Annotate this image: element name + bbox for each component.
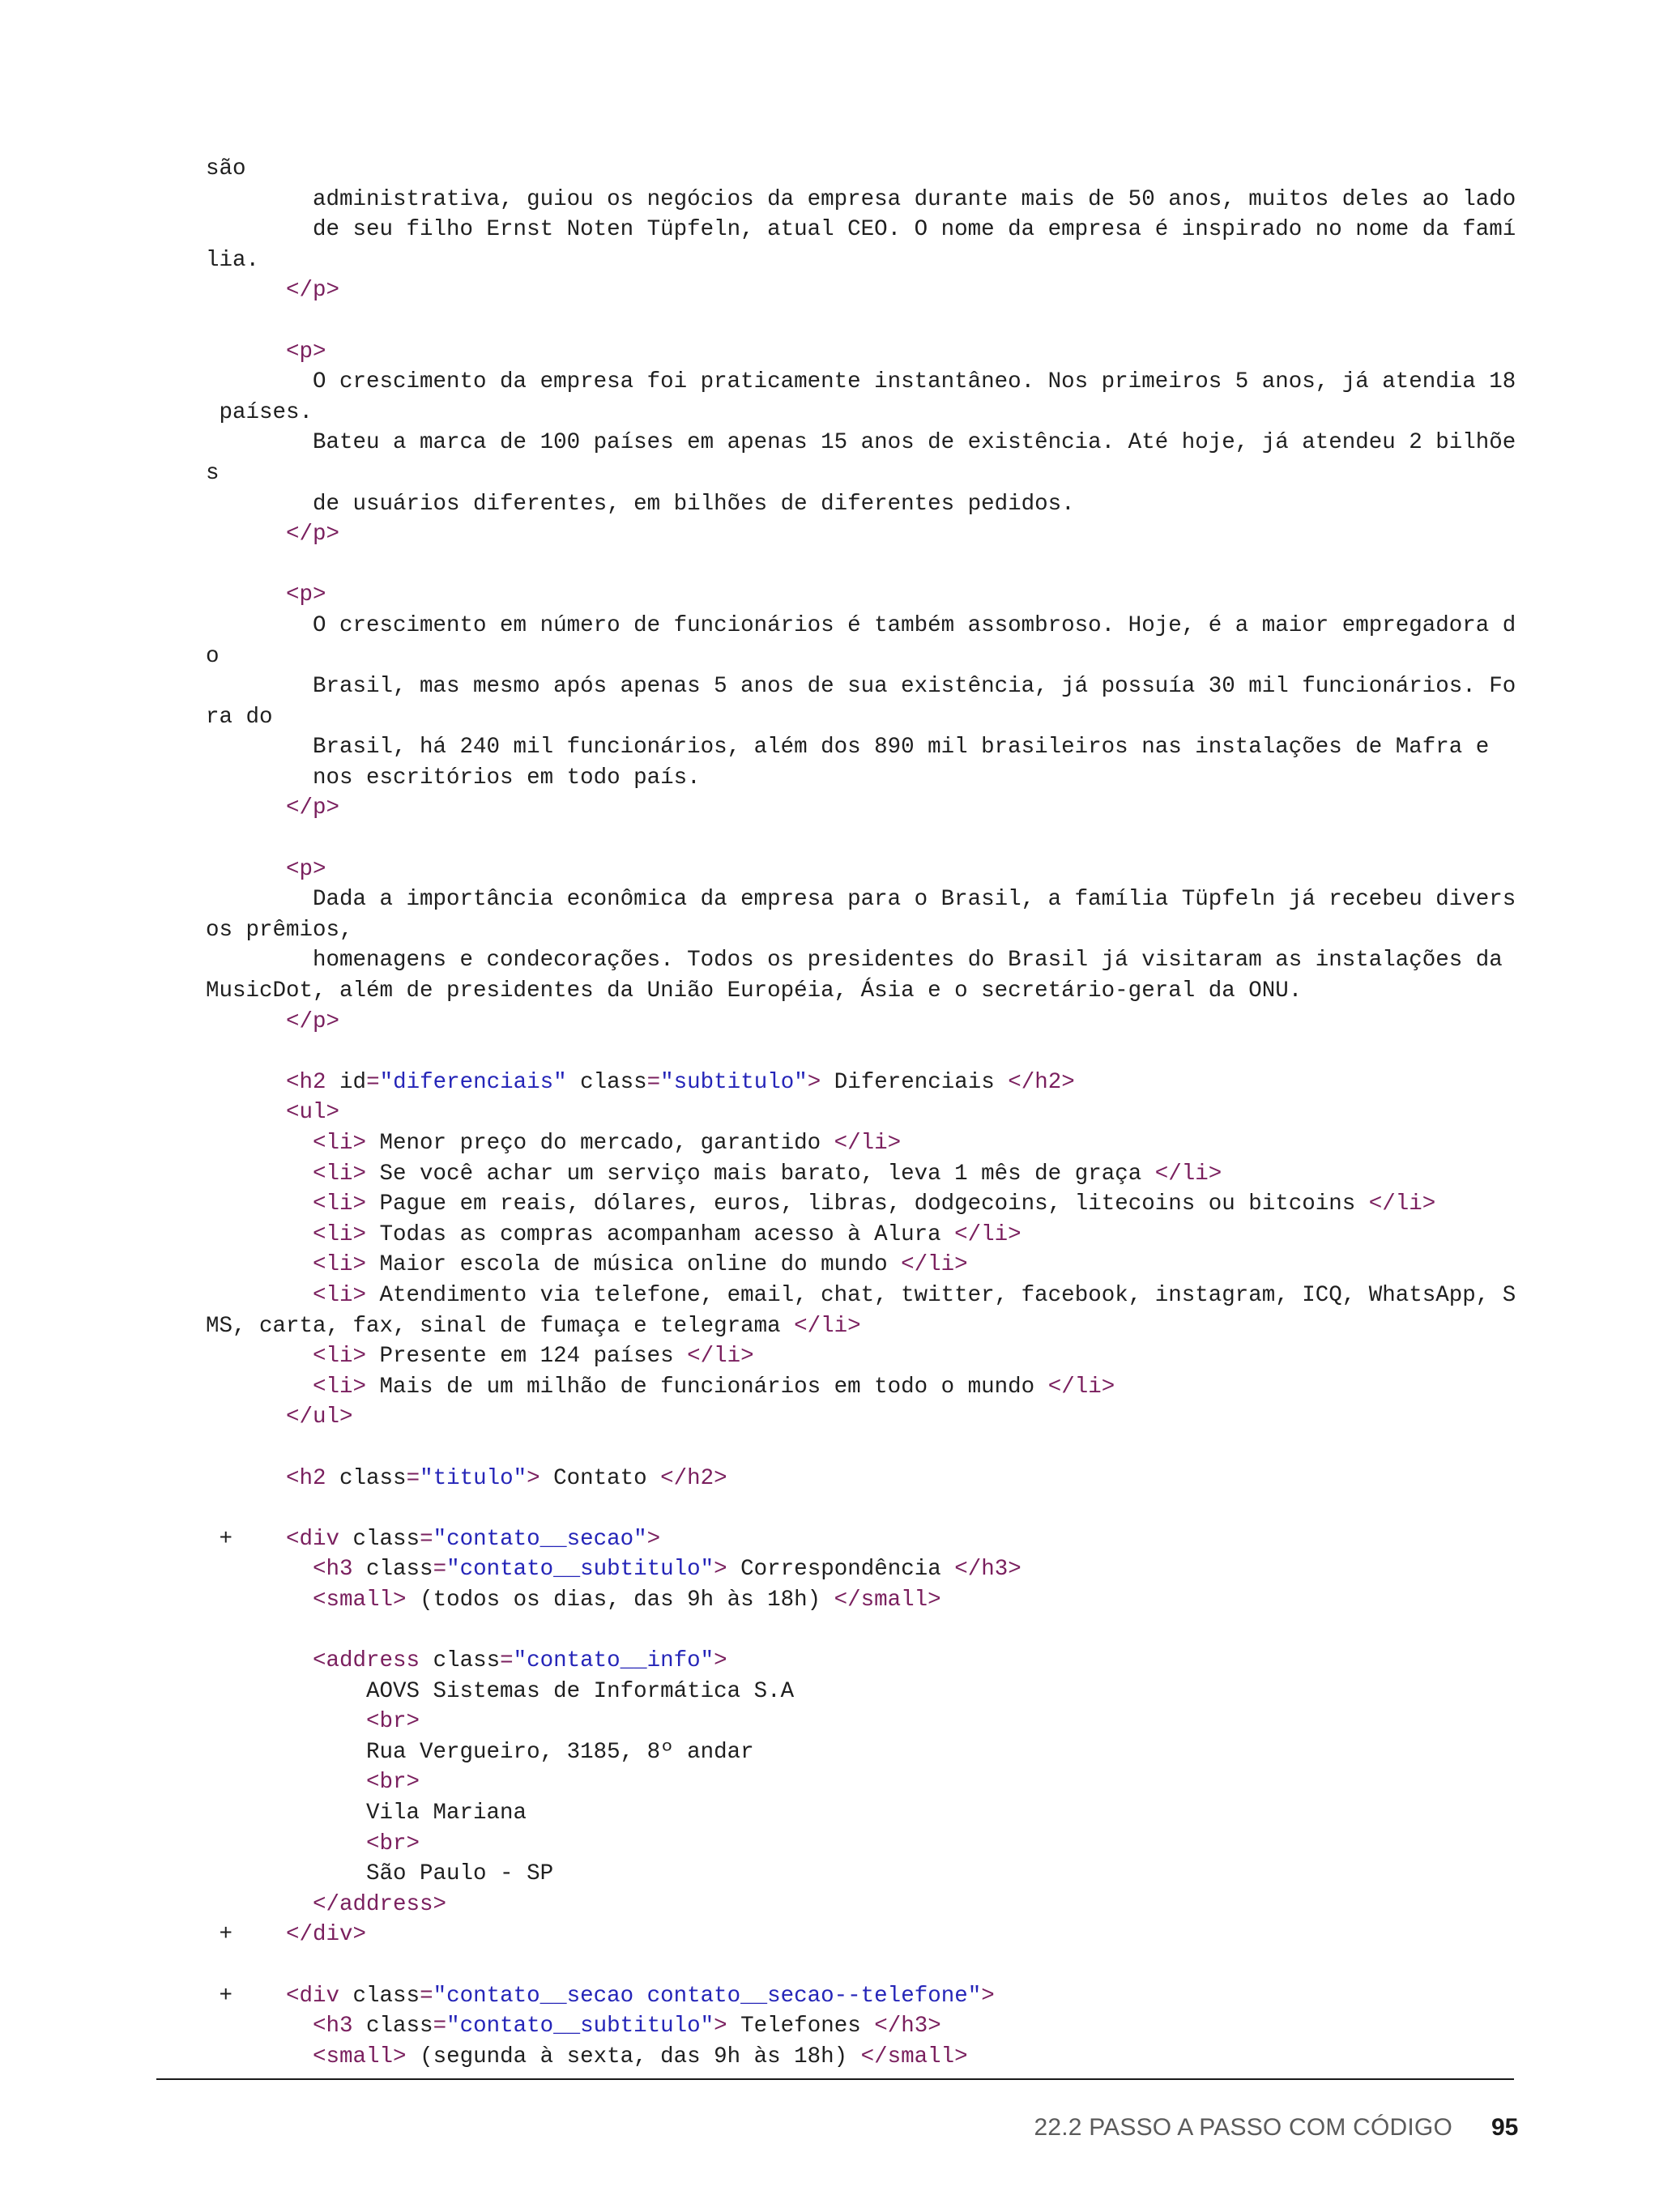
code-tag-token: = [366, 1069, 380, 1095]
code-tag-token: > [807, 1069, 821, 1095]
code-tag-token: <li> [313, 1374, 367, 1400]
code-text-token: (todos os dias, das 9h às 18h) [406, 1587, 834, 1613]
code-text-token: Pague em reais, dólares, euros, libras, dodgecoins, litecoins ou bitcoins [366, 1191, 1369, 1217]
code-text-token [206, 1100, 286, 1125]
code-text-token [206, 1831, 366, 1856]
code-line [206, 1920, 1534, 1950]
code-line [206, 1250, 1534, 1281]
code-text-token [206, 1892, 313, 1917]
code-text-token [206, 1709, 366, 1734]
code-line [206, 1281, 1534, 1311]
code-tag-token: > [527, 1465, 540, 1491]
code-text-token: MusicDot, além de presidentes da União Européia, Ásia e o secretário-geral da ONU. [206, 978, 1303, 1004]
code-text-token: class [566, 1069, 647, 1095]
code-tag-token: <div [286, 1526, 340, 1552]
code-tag-token: </li> [834, 1131, 902, 1156]
code-line [206, 611, 1534, 641]
code-line [206, 671, 1534, 702]
code-text-token: Dada a importância econômica da empresa para o Brasil, a família Tüpfeln já recebeu divers [206, 887, 1516, 913]
code-tag-token: <h3 [313, 1557, 353, 1583]
code-line [206, 2011, 1534, 2042]
code-tag-token: </li> [1047, 1374, 1115, 1400]
code-line [206, 1402, 1534, 1433]
code-text-token: países. [206, 399, 313, 425]
code-tag-token: </ul> [286, 1404, 353, 1430]
code-text-token: s [206, 460, 220, 486]
code-tag-token: </p> [286, 1008, 340, 1034]
code-line [206, 1128, 1534, 1159]
code-text-token [206, 1770, 366, 1795]
code-text-token: Correspondência [727, 1557, 955, 1583]
code-text-token: homenagens e condecorações. Todos os presidentes do Brasil já visitaram as instalações da [206, 948, 1503, 974]
code-tag-token: </small> [860, 2044, 968, 2069]
code-text-token: nos escritórios em todo país. [206, 765, 701, 791]
code-text-token [206, 2044, 313, 2069]
code-tag-token: <h3 [313, 2014, 353, 2039]
code-tag-token: <li> [313, 1221, 367, 1247]
code-line [206, 489, 1534, 520]
code-text-token: (segunda à sexta, das 9h às 18h) [406, 2044, 861, 2069]
code-line [206, 1341, 1534, 1372]
code-line [206, 1159, 1534, 1190]
code-text-token: Brasil, mas mesmo após apenas 5 anos de sua existência, já possuía 30 mil funcionários. Fo [206, 674, 1516, 700]
code-text-token: de seu filho Ernst Noten Tüpfeln, atual CEO. O nome da empresa é inspirado no nome da famí [206, 217, 1516, 243]
code-line [206, 1554, 1534, 1585]
code-line [206, 1097, 1534, 1128]
code-text-token: AOVS Sistemas de Informática S.A [206, 1678, 795, 1704]
code-text-token: + [206, 1983, 287, 2009]
code-text-token [206, 857, 286, 882]
code-text-token [206, 1191, 313, 1217]
code-text-token [206, 1070, 286, 1095]
code-tag-token: </h2> [660, 1465, 727, 1491]
code-line [206, 1981, 1534, 2012]
code-text-token [206, 582, 286, 607]
code-text-token: Telefones [727, 2014, 875, 2039]
code-text-token [206, 278, 286, 303]
code-text-token: lia. [206, 247, 260, 273]
code-text-token: class [339, 1983, 420, 2009]
code-text-token: o [206, 643, 220, 669]
code-tag-token: <p> [286, 339, 326, 364]
code-line [206, 1677, 1534, 1707]
code-tag-token: <p> [286, 856, 326, 882]
code-tag-token: </li> [794, 1313, 861, 1339]
code-tag-token: <li> [313, 1282, 367, 1308]
code-text-token: administrativa, guiou os negócios da empresa durante mais de 50 anos, muitos deles ao lado [206, 186, 1516, 212]
code-tag-token: <ul> [286, 1100, 340, 1126]
code-text-token [206, 2014, 313, 2039]
code-line [206, 793, 1534, 824]
code-text-token: Mais de um milhão de funcionários em todo o mundo [366, 1374, 1048, 1400]
code-text-token: Todas as compras acompanham acesso à Alura [366, 1221, 955, 1247]
code-text-token: class [339, 1526, 420, 1552]
code-line [206, 337, 1534, 368]
code-tag-token: </h3> [954, 1557, 1021, 1583]
code-text-token: MS, carta, fax, sinal de fumaça e telegrama [206, 1313, 795, 1339]
code-text-token: Brasil, há 240 mil funcionários, além dos 890 mil brasileiros nas instalações de Mafra e [206, 735, 1490, 761]
code-text-token: Rua Vergueiro, 3185, 8º andar [206, 1739, 754, 1765]
code-line [206, 1890, 1534, 1920]
code-text-token: Se você achar um serviço mais barato, leva 1 mês de graça [366, 1161, 1155, 1187]
code-text-token [206, 1283, 313, 1308]
code-tag-token: <small> [313, 1587, 407, 1613]
code-text-token: Presente em 124 países [366, 1344, 688, 1370]
code-string-token: "contato__secao" [433, 1526, 647, 1552]
code-text-token [206, 1252, 313, 1277]
code-tag-token: <p> [286, 582, 326, 608]
code-line [206, 1037, 1534, 1068]
code-line [206, 945, 1534, 976]
code-text-token: + [206, 1922, 287, 1948]
code-string-token: "contato__subtitulo" [446, 1557, 714, 1583]
code-line [206, 1950, 1534, 1981]
code-text-token: Contato [539, 1465, 661, 1491]
code-tag-token: = [433, 2014, 447, 2039]
code-line [206, 1707, 1534, 1737]
code-tag-token: <br> [366, 1770, 420, 1796]
code-text-token [206, 1404, 286, 1430]
code-text-token: Bateu a marca de 100 países em apenas 15 anos de existência. Até hoje, já atendeu 2 bilhõe [206, 430, 1516, 456]
code-line [206, 458, 1534, 489]
code-line [206, 1372, 1534, 1403]
code-tag-token: <br> [366, 1709, 420, 1735]
code-line [206, 1007, 1534, 1038]
code-text-token: O crescimento da empresa foi praticamente instantâneo. Nos primeiros 5 anos, já atendia 18 [206, 369, 1516, 395]
code-text-token [206, 1557, 313, 1582]
code-tag-token: <small> [313, 2044, 407, 2069]
code-tag-token: </div> [286, 1922, 367, 1948]
code-tag-token: <li> [313, 1131, 367, 1156]
code-tag-token: = [500, 1648, 514, 1674]
code-line [206, 1464, 1534, 1494]
code-line [206, 367, 1534, 398]
code-line [206, 915, 1534, 946]
code-line [206, 1585, 1534, 1616]
code-tag-token: = [420, 1526, 433, 1552]
code-text-token: id [326, 1069, 367, 1095]
code-tag-token: = [646, 1069, 661, 1095]
code-line [206, 1068, 1534, 1098]
code-line [206, 1798, 1534, 1829]
code-tag-token: > [714, 1648, 727, 1674]
code-text-token [206, 1344, 313, 1369]
code-tag-token: <li> [313, 1252, 367, 1278]
code-line [206, 1189, 1534, 1220]
code-text-token: class [352, 2014, 433, 2039]
footer-divider [156, 2078, 1514, 2080]
code-tag-token: > [646, 1526, 661, 1552]
code-tag-token: </li> [687, 1344, 754, 1370]
code-text-token: O crescimento em número de funcionários é também assombroso. Hoje, é a maior empregadora d [206, 612, 1516, 638]
code-tag-token: <li> [313, 1161, 367, 1187]
code-text-token [206, 1009, 286, 1034]
code-line [206, 550, 1534, 581]
code-text-token: class [420, 1648, 501, 1674]
code-line [206, 824, 1534, 855]
code-tag-token: > [981, 1983, 995, 2009]
code-text-token [206, 1466, 286, 1491]
code-tag-token: > [714, 1557, 727, 1583]
code-text-token [206, 1648, 313, 1673]
code-tag-token: = [406, 1465, 420, 1491]
code-text-token: São Paulo - SP [206, 1861, 554, 1887]
code-tag-token: </h3> [874, 2014, 941, 2039]
page-number: 95 [1491, 2114, 1519, 2141]
code-tag-token: </li> [901, 1252, 968, 1278]
code-line [206, 428, 1534, 458]
code-text-token: Vila Mariana [206, 1801, 527, 1826]
code-line [206, 398, 1534, 428]
code-string-token: "diferenciais" [379, 1069, 567, 1095]
code-line [206, 1494, 1534, 1524]
code-line [206, 1616, 1534, 1647]
code-line [206, 185, 1534, 215]
code-text-token: são [206, 156, 246, 181]
code-text-token [206, 1222, 313, 1247]
code-tag-token: </li> [1368, 1191, 1436, 1217]
code-text-token: Diferenciais [821, 1069, 1009, 1095]
code-text-token: ra do [206, 704, 273, 730]
code-string-token: "contato__info" [513, 1648, 714, 1674]
code-line [206, 1767, 1534, 1798]
code-tag-token: </li> [954, 1221, 1021, 1247]
code-tag-token: <address [313, 1648, 420, 1674]
code-tag-token: <li> [313, 1344, 367, 1370]
code-line [206, 1433, 1534, 1464]
code-line [206, 215, 1534, 245]
code-line [206, 306, 1534, 337]
code-tag-token: </p> [286, 278, 340, 304]
code-line [206, 154, 1534, 185]
code-tag-token: = [420, 1983, 433, 2009]
code-line [206, 580, 1534, 611]
code-tag-token: <h2 [286, 1465, 326, 1491]
code-tag-token: </small> [834, 1587, 941, 1613]
code-string-token: "titulo" [420, 1465, 527, 1491]
code-line [206, 855, 1534, 885]
code-string-token: "subtitulo" [660, 1069, 808, 1095]
code-listing [206, 154, 1534, 2072]
code-text-token [206, 522, 286, 547]
code-tag-token: </p> [286, 522, 340, 548]
code-line [206, 275, 1534, 306]
code-line [206, 1311, 1534, 1342]
code-line [206, 1646, 1534, 1677]
code-text-token [206, 1131, 313, 1156]
code-text-token: de usuários diferentes, em bilhões de diferentes pedidos. [206, 491, 1075, 517]
code-line [206, 884, 1534, 915]
code-line [206, 1524, 1534, 1555]
code-line [206, 519, 1534, 550]
code-line [206, 245, 1534, 276]
code-line [206, 2042, 1534, 2073]
code-string-token: "contato__secao contato__secao--telefone" [433, 1983, 982, 2009]
code-text-token: Maior escola de música online do mundo [366, 1252, 902, 1278]
code-line [206, 1220, 1534, 1251]
code-tag-token: <h2 [286, 1069, 326, 1095]
code-text-token: os prêmios, [206, 917, 353, 943]
code-text-token: class [352, 1557, 433, 1583]
code-line [206, 763, 1534, 794]
code-tag-token: <li> [313, 1191, 367, 1217]
code-tag-token: <br> [366, 1831, 420, 1856]
code-string-token: "contato__subtitulo" [446, 2014, 714, 2039]
code-text-token [206, 1588, 313, 1613]
code-text-token: + [206, 1526, 287, 1552]
code-line [206, 1859, 1534, 1890]
code-tag-token: </p> [286, 795, 340, 821]
code-text-token [206, 795, 286, 820]
code-tag-token: = [433, 1557, 447, 1583]
code-line [206, 1737, 1534, 1768]
code-tag-token: > [714, 2014, 727, 2039]
code-line [206, 1829, 1534, 1860]
code-line [206, 702, 1534, 733]
code-text-token: Menor preço do mercado, garantido [366, 1131, 834, 1156]
footer-section-title: 22.2 PASSO A PASSO COM CÓDIGO [1034, 2114, 1452, 2141]
code-line [206, 976, 1534, 1007]
code-line [206, 641, 1534, 672]
code-text-token [206, 1375, 313, 1400]
code-text-token [206, 1161, 313, 1187]
code-tag-token: </address> [313, 1891, 447, 1917]
code-text-token [206, 339, 286, 364]
code-text-token: class [326, 1465, 407, 1491]
code-tag-token: <div [286, 1983, 340, 2009]
code-line [206, 732, 1534, 763]
code-tag-token: </h2> [1008, 1069, 1075, 1095]
code-text-token: Atendimento via telefone, email, chat, twitter, facebook, instagram, ICQ, WhatsApp, S [366, 1282, 1516, 1308]
code-tag-token: </li> [1154, 1161, 1222, 1187]
